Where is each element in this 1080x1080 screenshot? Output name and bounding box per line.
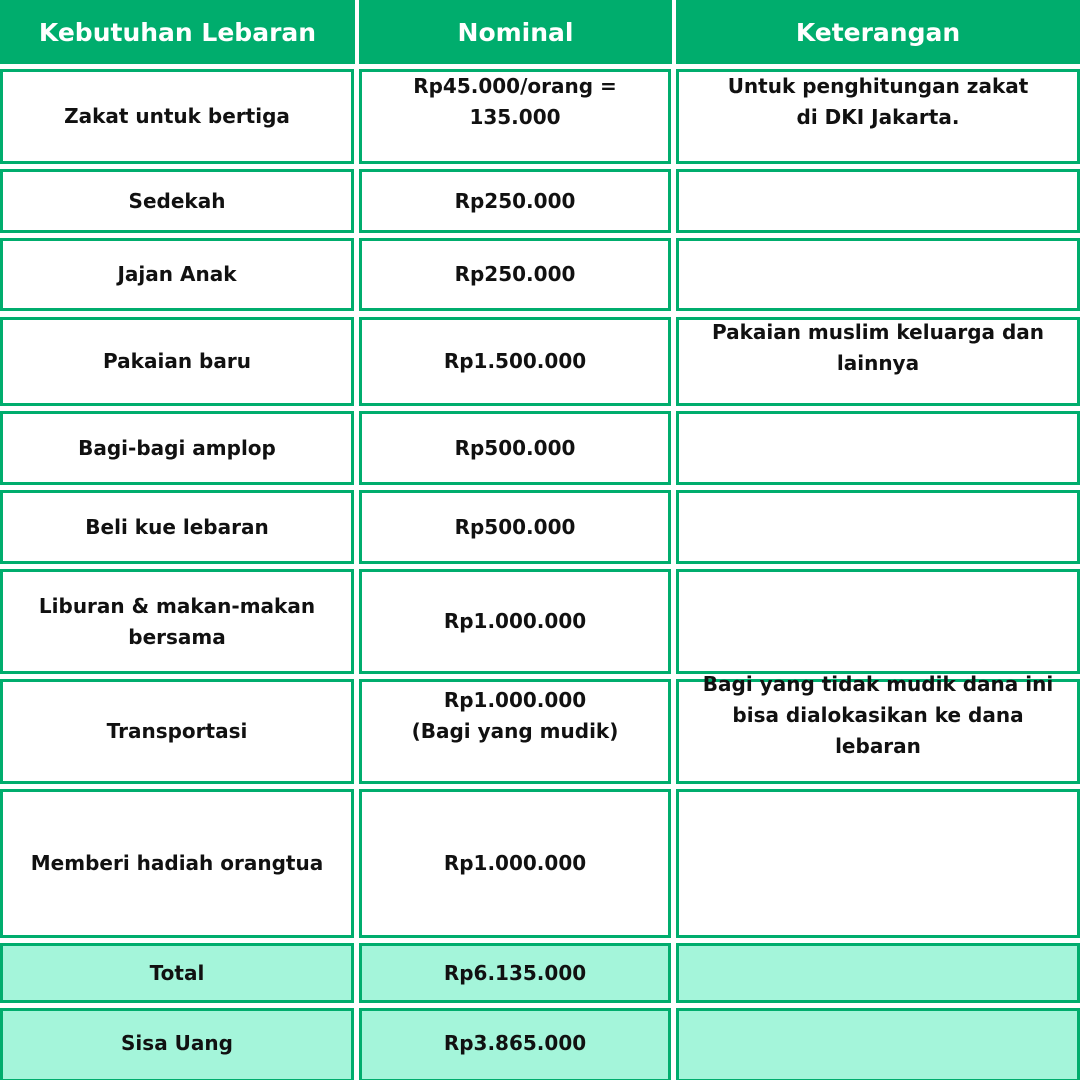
table-row-note [676, 69, 1080, 164]
header-nominal-label: Nominal [457, 17, 574, 47]
nominal-text: Rp45.000/orang = 135.000 [413, 73, 617, 129]
total-value: Rp6.135.000 [443, 960, 587, 985]
table-row-nominal [359, 789, 671, 938]
nominal-text: Rp1.000.000 [443, 851, 587, 875]
header-item [0, 0, 355, 64]
table-row-item [0, 169, 354, 233]
header-note-label: Keterangan [795, 17, 961, 47]
table-row-item [0, 69, 354, 164]
remaining-label: Sisa Uang [121, 1030, 233, 1055]
nominal-text: Rp1.000.000 (Bagi yang mudik) [411, 687, 619, 743]
nominal-text: Rp1.500.000 [443, 349, 587, 373]
total-value-cell [359, 943, 671, 1003]
table-row-item [0, 490, 354, 564]
table-row-item [0, 789, 354, 938]
table-row-item [0, 679, 354, 784]
nominal-text: Rp500.000 [454, 514, 576, 539]
nominal-text: Rp250.000 [454, 262, 576, 286]
item-text: Sedekah [128, 188, 226, 213]
table-row-note [676, 569, 1080, 674]
table-row-nominal [359, 490, 671, 564]
table-row-item [0, 317, 354, 406]
header-item-label: Kebutuhan Lebaran [38, 17, 317, 47]
item-text: Transportasi [106, 719, 248, 743]
table-row-nominal [359, 169, 671, 233]
table-row-nominal [359, 569, 671, 674]
table-row-note [676, 789, 1080, 938]
table-row-nominal [359, 317, 671, 406]
table-row-item [0, 411, 354, 485]
item-text: Bagi-bagi amplop [78, 435, 276, 460]
table-row-note [676, 490, 1080, 564]
header-note [676, 0, 1080, 64]
table-row-item [0, 569, 354, 674]
nominal-text: Rp1.000.000 [443, 609, 587, 633]
table-row-note [676, 169, 1080, 233]
note-text: Pakaian muslim keluarga dan lainnya [711, 319, 1045, 375]
table-row-note [676, 672, 1080, 784]
remaining-label-cell [0, 1008, 354, 1080]
table-row-nominal [359, 238, 671, 311]
header-nominal [359, 0, 672, 64]
remaining-note-cell [676, 1008, 1080, 1080]
total-note-cell [676, 943, 1080, 1003]
table-row-nominal [359, 411, 671, 485]
table-row-note [676, 238, 1080, 311]
table-row-nominal [359, 679, 671, 784]
total-label: Total [149, 960, 205, 985]
total-label-cell [0, 943, 354, 1003]
item-text: Pakaian baru [103, 349, 251, 373]
note-text: Bagi yang tidak mudik dana ini bisa dialokasikan ke dana lebaran [702, 672, 1054, 758]
item-text: Memberi hadiah orangtua [30, 851, 324, 875]
remaining-value: Rp3.865.000 [443, 1030, 587, 1055]
item-text: Jajan Anak [117, 262, 237, 286]
table-row-note [676, 411, 1080, 485]
item-text: Beli kue lebaran [85, 514, 269, 539]
remaining-value-cell [359, 1008, 671, 1080]
nominal-text: Rp250.000 [454, 188, 576, 213]
item-text: Zakat untuk bertiga [64, 104, 290, 128]
table-row-nominal [359, 69, 671, 164]
table-row-item [0, 238, 354, 311]
table-row-note [676, 317, 1080, 406]
nominal-text: Rp500.000 [454, 435, 576, 460]
item-text: Liburan & makan-makan bersama [38, 593, 316, 649]
note-text: Untuk penghitungan zakat di DKI Jakarta. [727, 73, 1029, 129]
